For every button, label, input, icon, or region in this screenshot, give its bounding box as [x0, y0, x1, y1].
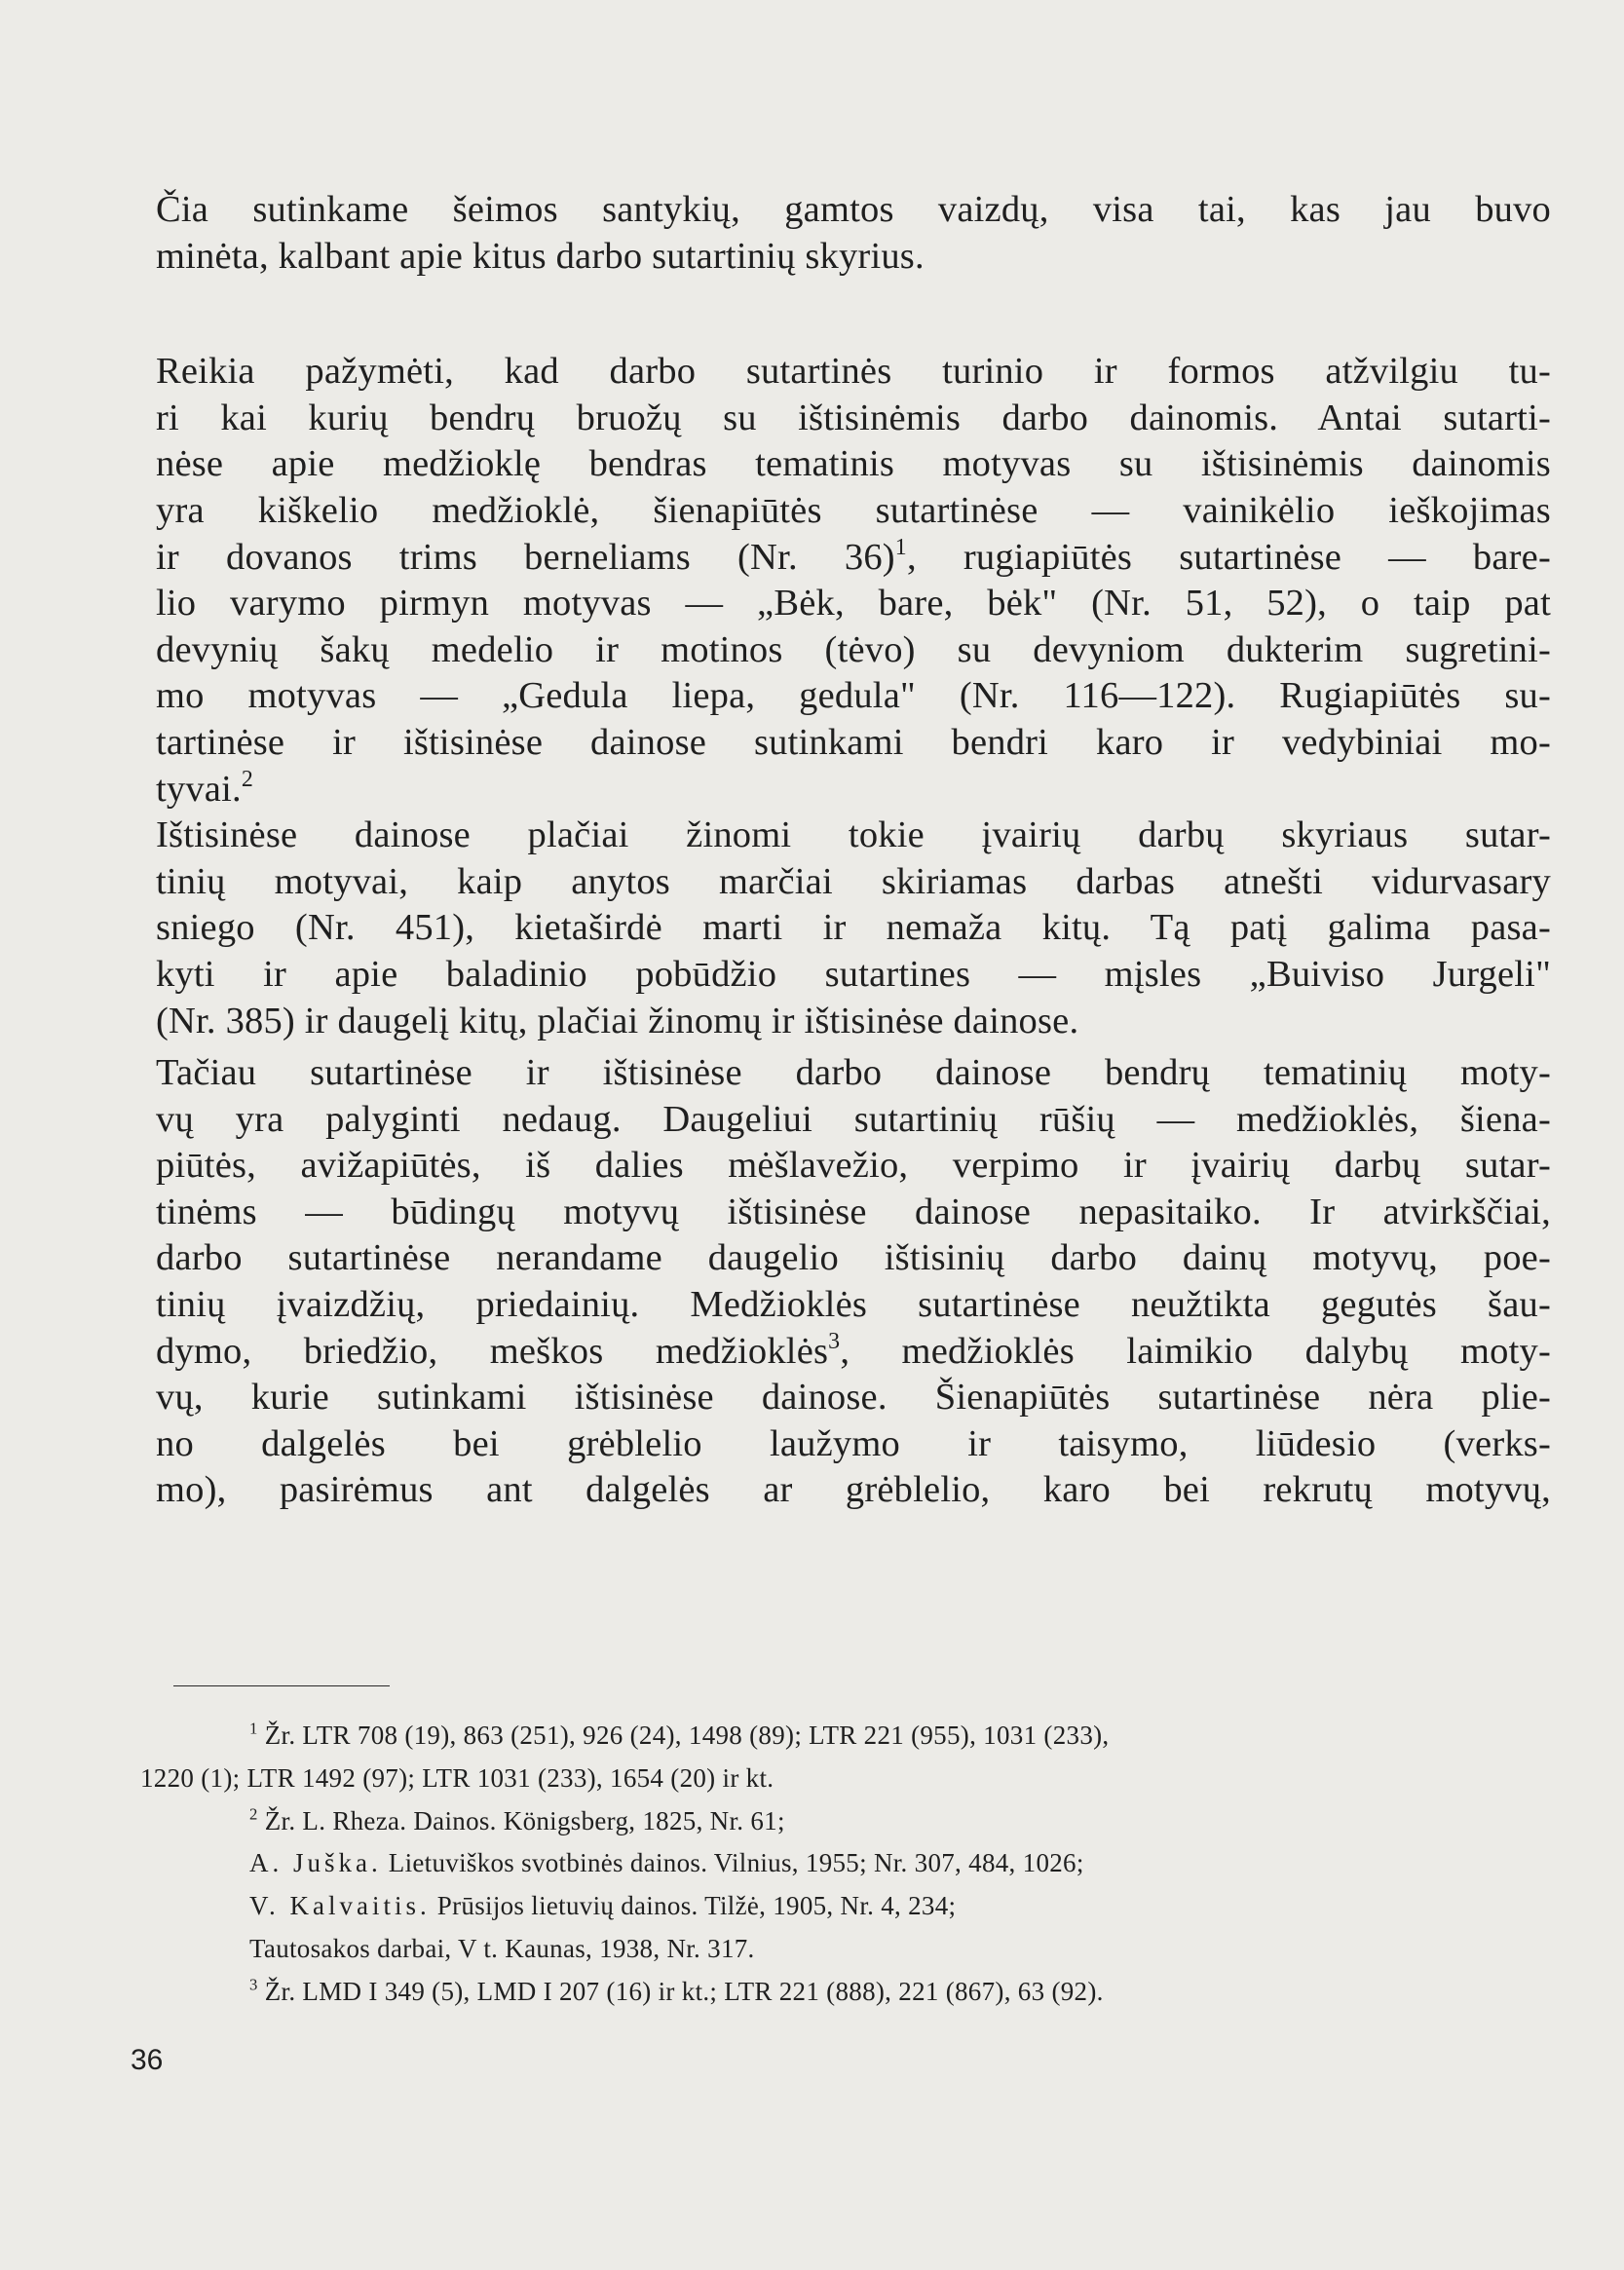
text-line: mo motyvas — „Gedula liepa, gedula" (Nr. 116—122). Rugiapiūtės su- [156, 675, 1551, 717]
text-line: tinių motyvai, kaip anytos marčiai skiriamas darbas atnešti vidurvasary [156, 860, 1551, 902]
text-line: vų yra palyginti nedaug. Daugeliui sutartinių rūšių — medžioklės, šiena- [156, 1098, 1551, 1140]
text-line: mo), pasirėmus ant dalgelės ar grėblelio, karo bei rekrutų motyvų, [156, 1469, 1551, 1511]
text-line: lio varymo pirmyn motyvas — „Bėk, bare, bėk" (Nr. 51, 52), o taip pat [156, 583, 1551, 624]
footnote-ref-3: 3 [828, 1328, 841, 1354]
footnote-3 [140, 1971, 1551, 2014]
footnote-text: Lietuviškos svotbinės dainos. Vilnius, 1955; Nr. 307, 484, 1026; [381, 1848, 1084, 1878]
footnote-text: Žr. LMD I 349 (5), LMD I 207 (16) ir kt.; LTR 221 (888), 221 (867), 63 (92). [264, 1976, 1104, 2006]
footnote-number: 2 [249, 1804, 258, 1824]
text-line: Reikia pažymėti, kad darbo sutartinės turinio ir formos atžvilgiu tu- [156, 351, 1551, 393]
author-name: A. Juška. [249, 1848, 382, 1878]
text-segment: , medžioklės laimikio dalybų moty- [840, 1330, 1551, 1372]
text-line: sniego (Nr. 451), kietaširdė marti ir nemaža kitų. Tą patį galima pasa- [156, 907, 1551, 949]
footnote-1 [140, 1715, 1551, 1758]
page-number: 36 [131, 2044, 164, 2076]
footnote-number: 3 [249, 1975, 258, 1994]
text-line: yra kiškelio medžioklė, šienapiūtės sutartinėse — vainikėlio ieškojimas [156, 489, 1551, 531]
footnote-text: Žr. L. Rheza. Dainos. Königsberg, 1825, Nr. 61; [264, 1805, 785, 1835]
text-line: kyti ir apie baladinio pobūdžio sutartines — mįsles „Buiviso Jurgeli" [156, 953, 1551, 995]
text-line: vų, kurie sutinkami ištisinėse dainose. Šienapiūtės sutartinėse nėra plie- [156, 1377, 1551, 1419]
footnote-2 [140, 1800, 1551, 1843]
text-line: nėse apie medžioklę bendras tematinis motyvas su ištisinėmis dainomis [156, 443, 1551, 485]
author-name: V. Kalvaitis. [249, 1891, 431, 1921]
text-line: (Nr. 385) ir daugelį kitų, plačiai žinomų ir ištisinėse dainose. [156, 1000, 1079, 1041]
footnote-divider [173, 1685, 390, 1686]
text-line: no dalgelės bei grėblelio laužymo ir taisymo, liūdesio (verks- [156, 1422, 1551, 1464]
text-line [156, 535, 1551, 582]
text-line [156, 1329, 1551, 1376]
footnote-text: Žr. LTR 708 (19), 863 (251), 926 (24), 1498 (89); LTR 221 (955), 1031 (233), [264, 1721, 1110, 1750]
footnote-2-cont [140, 1885, 1551, 1928]
footnote-ref-1: 1 [894, 534, 907, 560]
footnote-text: Prūsijos lietuvių dainos. Tilžė, 1905, Nr. 4, 234; [430, 1891, 957, 1921]
text-line: minėta, kalbant apie kitus darbo sutartinių skyrius. [156, 235, 925, 277]
text-segment: dymo, briedžio, meškos medžioklės [156, 1330, 829, 1372]
text-line: Tačiau sutartinėse ir ištisinėse darbo dainose bendrų tematinių moty- [156, 1052, 1551, 1094]
footnote-2-cont: Tautosakos darbai, V t. Kaunas, 1938, Nr. 317. [249, 1933, 755, 1963]
text-line: tinėms — būdingų motyvų ištisinėse dainose nepasitaiko. Ir atvirkščiai, [156, 1191, 1551, 1232]
text-line: darbo sutartinėse nerandame daugelio ištisinių darbo dainų motyvų, poe- [156, 1237, 1551, 1279]
text-line: Ištisinėse dainose plačiai žinomi tokie įvairių darbų skyriaus sutar- [156, 814, 1551, 856]
footnote-ref-2: 2 [241, 766, 253, 792]
footnotes [140, 1715, 1551, 2014]
text-segment: , rugiapiūtės sutartinėse — bare- [906, 536, 1551, 578]
paragraph-gap [156, 280, 1551, 349]
text-line: piūtės, avižapiūtės, iš dalies mėšlavežio, verpimo ir įvairių darbų sutar- [156, 1145, 1551, 1187]
text-segment: ir dovanos trims berneliams (Nr. 36) [156, 536, 895, 578]
footnote-number: 1 [249, 1719, 258, 1738]
footnote-1-cont: 1220 (1); LTR 1492 (97); LTR 1031 (233), 1654 (20) ir kt. [140, 1762, 774, 1793]
text-line: Čia sutinkame šeimos santykių, gamtos vaizdų, visa tai, kas jau buvo [156, 189, 1551, 230]
text-line: tartinėse ir ištisinėse dainose sutinkami bendri karo ir vedybiniai mo- [156, 721, 1551, 763]
text-line: ri kai kurių bendrų bruožų su ištisinėmis darbo dainomis. Antai sutarti- [156, 397, 1551, 438]
body-text [156, 187, 1551, 1514]
text-line: tinių įvaizdžių, priedainių. Medžioklės sutartinėse neužtikta gegutės šau- [156, 1284, 1551, 1326]
text-line: devynių šakų medelio ir motinos (tėvo) su devyniom dukterim sugretini- [156, 628, 1551, 670]
text-line [156, 767, 1551, 813]
text-segment: tyvai. [156, 768, 242, 810]
footnote-2-cont [140, 1842, 1551, 1885]
